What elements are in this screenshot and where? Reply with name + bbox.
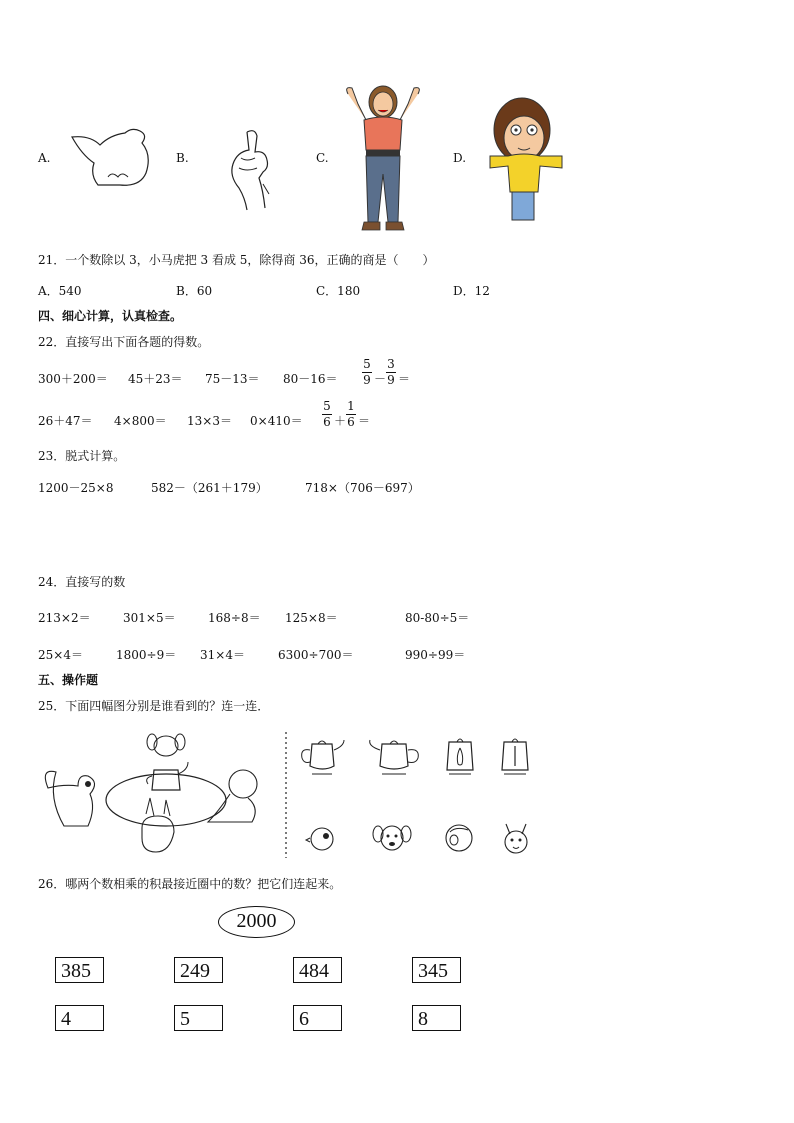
q24-r1-item: 125×8＝ — [285, 611, 338, 625]
section-4-title: 四、细心计算，认真检查。 — [38, 309, 183, 323]
number-box[interactable]: 385 — [55, 957, 104, 983]
q24-r2-item: 25×4＝ — [38, 648, 83, 662]
q23-item: 718×（706－697） — [305, 481, 420, 495]
q22-r2-operator: ＋ — [334, 414, 347, 428]
q24-r1-item: 80-80÷5＝ — [405, 611, 470, 625]
q21-option-b: B．60 — [176, 284, 213, 298]
number-box[interactable]: 249 — [174, 957, 223, 983]
q21-option-a: A．540 — [38, 284, 82, 298]
q23-item: 1200－25×8 — [38, 481, 114, 495]
section-5-title: 五、操作题 — [38, 673, 99, 687]
question-26: 26．哪两个数相乘的积最接近圈中的数？把它们连起来。 — [38, 877, 342, 891]
squirrel-head-image — [500, 822, 532, 856]
question-25: 25．下面四幅图分别是谁看到的？连一连． — [38, 699, 270, 713]
q22-r2-item: 0×410＝ — [250, 414, 303, 428]
q22-r1-fraction-b: 3 9 — [387, 357, 395, 387]
q24-r2-item: 31×4＝ — [200, 648, 245, 662]
q24-r2-item: 1800÷9＝ — [116, 648, 177, 662]
number-box[interactable]: 6 — [293, 1005, 342, 1031]
q22-r1-item: 45＋23＝ — [128, 372, 183, 386]
q22-r2-equals: ＝ — [358, 414, 371, 428]
q22-r1-operator: － — [374, 372, 387, 386]
number-box[interactable]: 5 — [174, 1005, 223, 1031]
option-a-label: A. — [38, 151, 51, 165]
number-box[interactable]: 4 — [55, 1005, 104, 1031]
q22-r2-fraction-a: 5 6 — [323, 399, 331, 429]
q24-r1-item: 213×2＝ — [38, 611, 91, 625]
hand-shadow-bird-image — [70, 125, 155, 190]
q23-item: 582－（261＋179） — [151, 481, 268, 495]
teapot-view-4-image — [498, 736, 532, 778]
dotted-divider — [284, 732, 288, 858]
q24-r2-item: 990÷99＝ — [405, 648, 466, 662]
q24-r1-item: 168÷8＝ — [208, 611, 261, 625]
q21-option-d: D．12 — [453, 284, 490, 298]
question-24: 24．直接写的数 — [38, 575, 126, 589]
girl-raised-arms-image — [338, 84, 428, 234]
q22-r1-fraction-a: 5 9 — [363, 357, 371, 387]
q21-option-c: C．180 — [316, 284, 361, 298]
q22-r2-item: 13×3＝ — [187, 414, 232, 428]
q22-r1-equals: ＝ — [398, 372, 411, 386]
q24-r2-item: 6300÷700＝ — [278, 648, 354, 662]
teapot-view-3-image — [443, 736, 477, 778]
boy-arms-out-image — [486, 96, 566, 221]
question-22: 22．直接写出下面各题的得数。 — [38, 335, 210, 349]
q24-r1-item: 301×5＝ — [123, 611, 176, 625]
dog-head-image — [372, 822, 412, 854]
number-box[interactable]: 345 — [412, 957, 461, 983]
q22-r1-item: 300＋200＝ — [38, 372, 108, 386]
question-21: 21．一个数除以 3，小马虎把 3 看成 5，除得商 36，正确的商是（ ） — [38, 253, 435, 267]
q22-r2-item: 26＋47＝ — [38, 414, 93, 428]
question-23: 23．脱式计算。 — [38, 449, 126, 463]
chick-head-image — [306, 824, 338, 852]
option-b-label: B. — [176, 151, 189, 165]
table-scene-image — [38, 728, 273, 858]
hand-gesture-image — [225, 128, 275, 213]
option-d-label: D. — [453, 151, 467, 165]
q22-r2-fraction-b: 1 6 — [347, 399, 355, 429]
teapot-view-1-image — [298, 736, 348, 778]
q22-r1-item: 75－13＝ — [205, 372, 260, 386]
target-number-oval: 2000 — [218, 906, 295, 938]
number-box[interactable]: 484 — [293, 957, 342, 983]
option-c-label: C. — [316, 151, 329, 165]
monkey-head-image — [442, 822, 476, 854]
q22-r2-item: 4×800＝ — [114, 414, 167, 428]
teapot-view-2-image — [366, 736, 422, 778]
q22-r1-item: 80－16＝ — [283, 372, 338, 386]
number-box[interactable]: 8 — [412, 1005, 461, 1031]
